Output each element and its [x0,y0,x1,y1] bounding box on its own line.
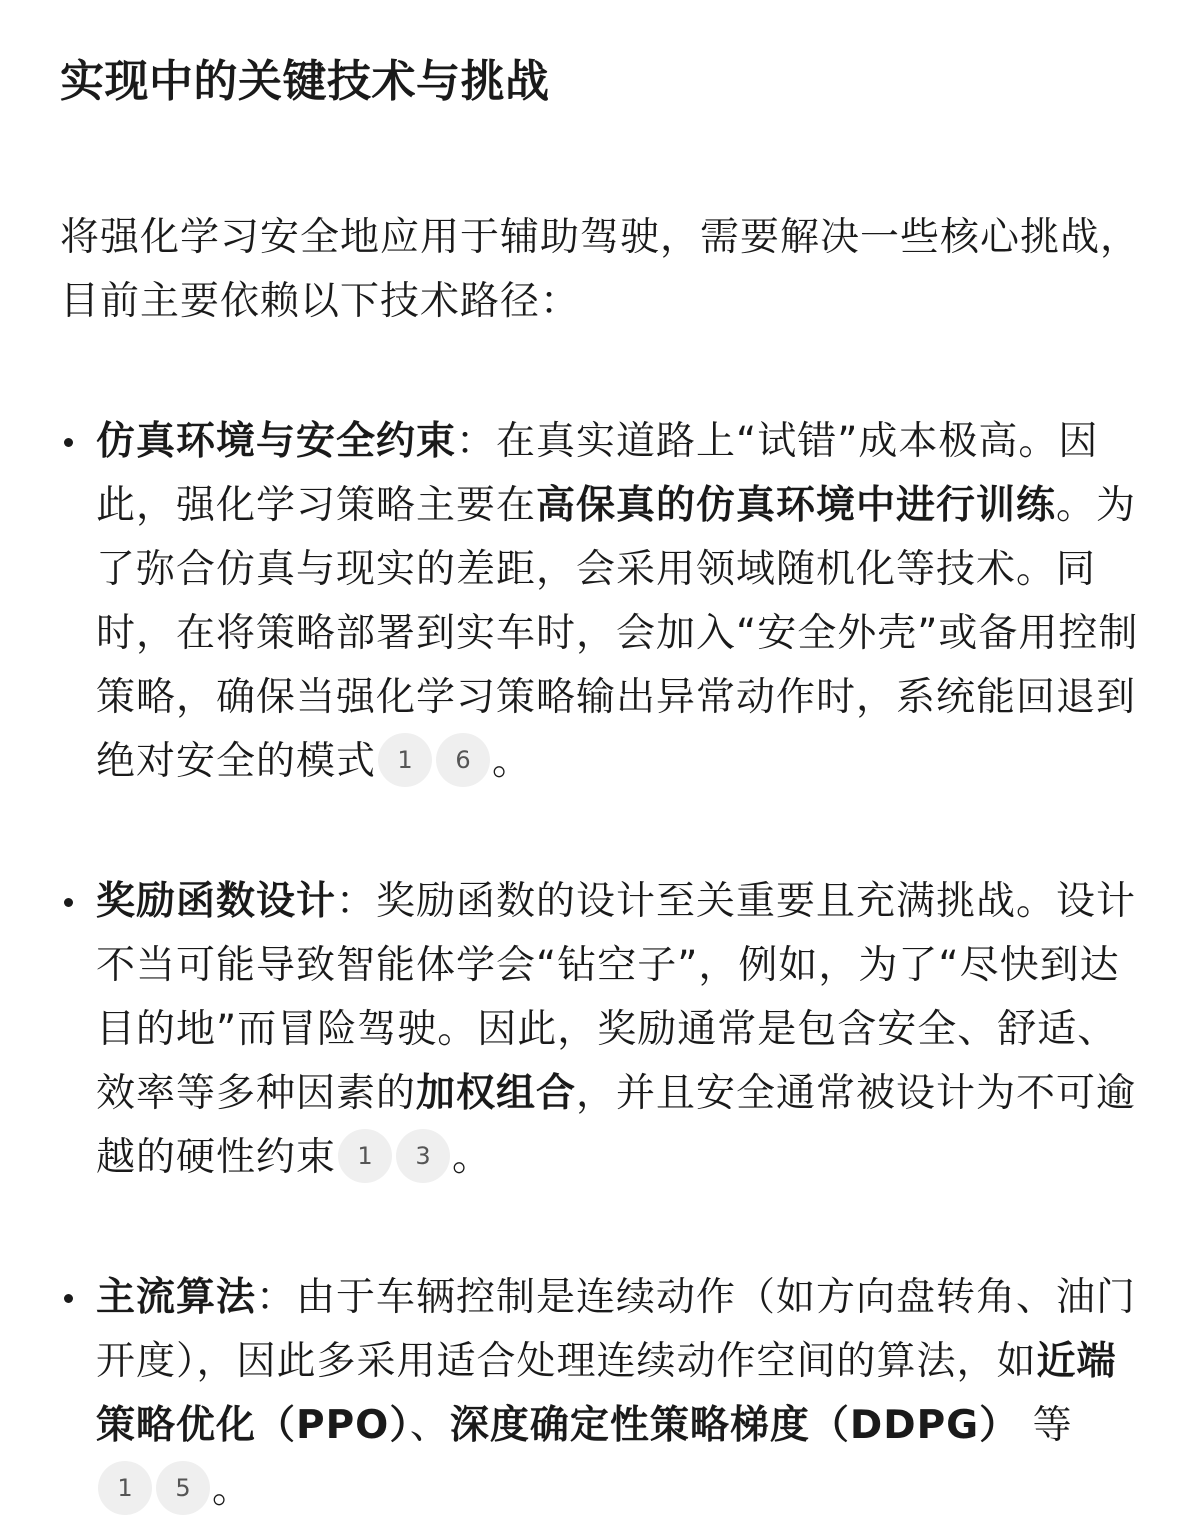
item-text: 。 [452,1135,493,1180]
citation-badge[interactable]: 3 [396,1129,450,1183]
citation-badge[interactable]: 1 [338,1129,392,1183]
item-emphasis: 深度确定性策略梯度（DDPG） [449,1403,1020,1448]
citation-badge[interactable]: 5 [156,1461,210,1515]
citation-badge[interactable]: 6 [436,733,490,787]
bullet-list [60,410,1140,1522]
citation-badge[interactable]: 1 [98,1461,152,1515]
item-text: 等 [1019,1403,1073,1448]
item-heading: 主流算法 [96,1275,257,1320]
item-text: 、 [409,1403,450,1448]
list-item [60,870,1140,1190]
item-emphasis: 近端策略优化（PPO） [96,1339,1117,1448]
section-title: 实现中的关键技术与挑战 [60,56,550,107]
item-text: 。 [212,1467,253,1512]
list-item [60,410,1140,794]
list-item [60,1266,1140,1522]
item-text: 。 [492,739,533,784]
item-text: ，并且安全通常被设计为不可逾越的硬性约束 [96,1071,1137,1180]
item-heading: 奖励函数设计 [96,879,337,924]
item-emphasis: 高保真的仿真环境中进行训练 [536,483,1057,528]
item-text: ：由于车辆控制是连续动作（如方向盘转角、油门开度），因此多采用适合处理连续动作空间的算法，如 [96,1275,1137,1384]
intro-paragraph: 将强化学习安全地应用于辅助驾驶，需要解决一些核心挑战，目前主要依赖以下技术路径： [60,215,1141,324]
item-text: ：在真实道路上“试错”成本极高。因此，强化学习策略主要在 [96,419,1099,528]
item-text: ：奖励函数的设计至关重要且充满挑战。设计不当可能导致智能体学会“钻空子”，例如，为了“尽快到达目的地”而冒险驾驶。因此，奖励通常是包含安全、舒适、效率等多种因素的 [96,879,1137,1116]
citation-badge[interactable]: 1 [378,733,432,787]
item-heading: 仿真环境与安全约束 [96,419,457,464]
item-emphasis: 加权组合 [416,1071,577,1116]
item-text: 。为了弥合仿真与现实的差距，会采用领域随机化等技术。同时，在将策略部署到实车时，会加入“安全外壳”或备用控制策略，确保当强化学习策略输出异常动作时，系统能回退到绝对安全的模式 [96,483,1139,784]
